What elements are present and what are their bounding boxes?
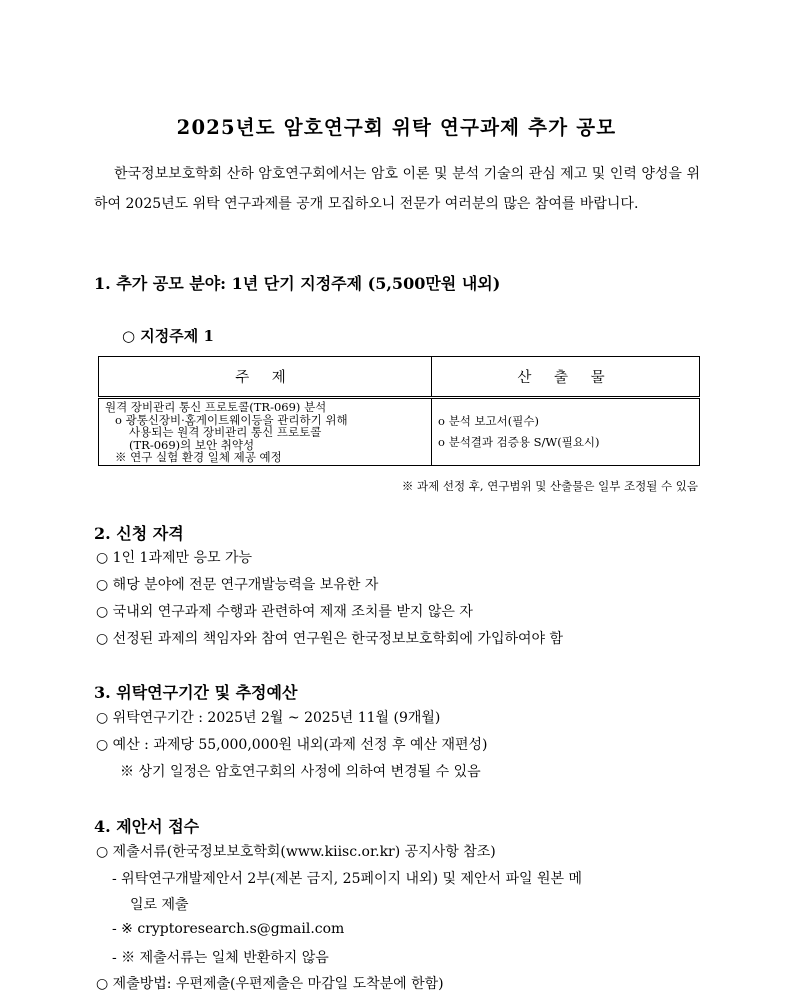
list-item: ○ 위탁연구기간 : 2025년 2월 ~ 2025년 11월 (9개월)	[96, 710, 441, 726]
table-note: ※ 과제 선정 후, 연구범위 및 산출물은 일부 조정될 수 있음	[401, 479, 698, 493]
sub-list-item: - ※ 제출서류는 일체 반환하지 않음	[112, 950, 329, 966]
topic-line: 원격 장비관리 통신 프로토콜(TR-069) 분석	[105, 400, 327, 414]
section1-heading: 1. 추가 공모 분야: 1년 단기 지정주제 (5,500만원 내외)	[94, 274, 501, 293]
list-item: ○ 1인 1과제만 응모 가능	[96, 550, 253, 566]
topic-line: (TR-069)의 보안 취약성	[129, 437, 255, 452]
schedule-note: ※ 상기 일정은 암호연구회의 사정에 의하여 변경될 수 있음	[120, 764, 481, 780]
list-item: ○ 예산 : 과제당 55,000,000원 내외(과제 선정 후 예산 재편성)	[96, 737, 488, 753]
list-item: ○ 국내외 연구과제 수행과 관련하여 제재 조치를 받지 않은 자	[96, 604, 473, 620]
list-item: ○ 선정된 과제의 책임자와 참여 연구원은 한국정보보호학회에 가입하여야 함	[96, 631, 564, 647]
intro-paragraph: 한국정보보호학회 산하 암호연구회에서는 암호 이론 및 분석 기술의 관심 제고 및 인력 양성을 위하여 2025년도 위탁 연구과제를 공개 모집하오니 전문가 여러분의 많은 참여를 바랍니다.	[94, 166, 700, 212]
page-title: 2025년도 암호연구회 위탁 연구과제 추가 공모	[176, 116, 617, 139]
deliverables-column-header: 산 출 물	[432, 357, 700, 398]
topic-column-header: 주 제	[99, 357, 432, 398]
topic-cell	[99, 398, 432, 466]
topic-line: o 광통신장비·홈게이트웨이등을 관리하기 위해	[115, 412, 348, 427]
sub-list-item-continuation: 일로 제출	[130, 897, 189, 913]
deliverable-item: o 분석 보고서(필수)	[438, 413, 539, 428]
sub-list-item: - 위탁연구개발제안서 2부(제본 금지, 25페이지 내외) 및 제안서 파일 원본 메	[112, 871, 582, 887]
list-item: ○ 제출서류(한국정보보호학회(www.kiisc.or.kr) 공지사항 참조)	[96, 844, 496, 860]
topic-line: 사용되는 원격 장비관리 통신 프로토콜	[129, 425, 322, 439]
list-item: ○ 제출방법: 우편제출(우편제출은 마감일 도착분에 한함)	[96, 976, 444, 992]
topic-table-row	[99, 398, 700, 466]
topic-table	[98, 356, 700, 466]
section3-heading: 3. 위탁연구기간 및 추정예산	[94, 683, 298, 702]
designated-topic-heading: ○ 지정주제 1	[122, 327, 214, 345]
deliverable-item: o 분석결과 검증용 S/W(필요시)	[438, 434, 600, 449]
list-item: ○ 해당 분야에 전문 연구개발능력을 보유한 자	[96, 577, 379, 593]
section2-heading: 2. 신청 자격	[94, 524, 184, 543]
topic-line: ※ 연구 실험 환경 일체 제공 예정	[115, 450, 282, 464]
topic-table-header-row	[99, 357, 700, 398]
section4-heading: 4. 제안서 접수	[94, 817, 200, 836]
deliverables-cell	[432, 398, 700, 466]
email-address: - ※ cryptoresearch.s@gmail.com	[112, 921, 345, 937]
